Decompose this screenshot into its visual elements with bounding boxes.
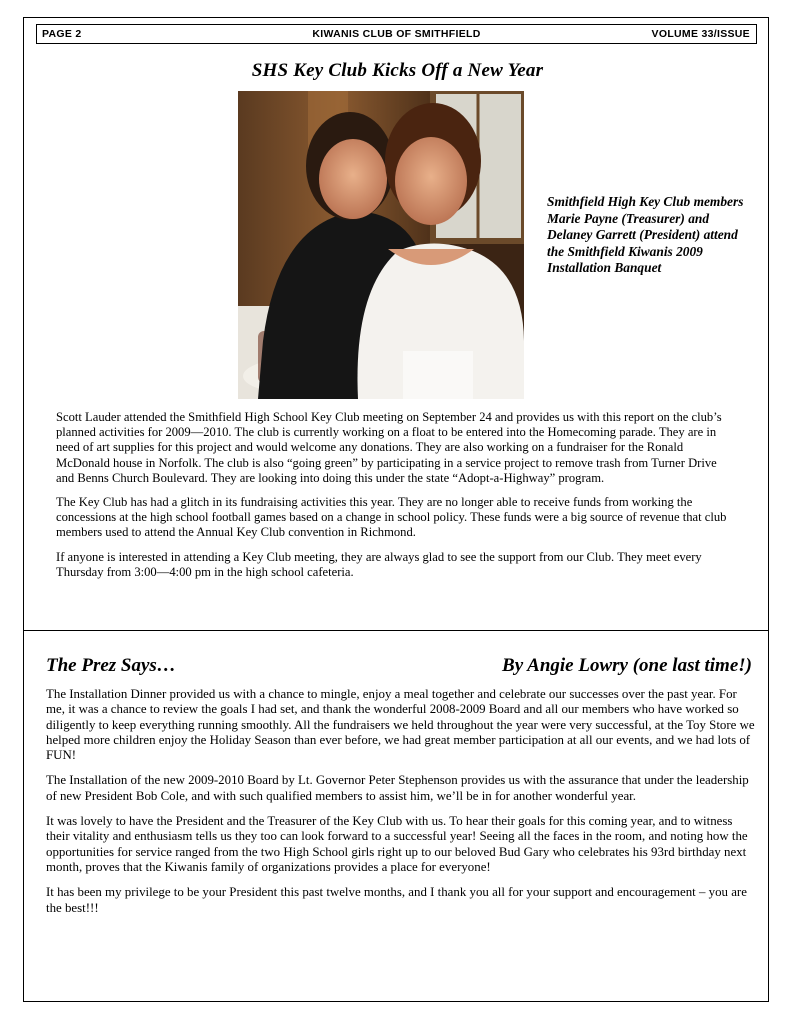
keyclub-article-body	[56, 410, 732, 589]
prez-paragraph: It has been my privilege to be your President this past twelve months, and I thank you all for your support and encouragement – you are the best!!!	[46, 885, 747, 915]
prez-paragraph: It was lovely to have the President and the Treasurer of the Key Club with us. To hear their goals for this coming year, and to witness their vitality and enthusiasm tells us they too can look forward to a successful year! Seeing all the faces in the room, and noting how the opportunities for service ranged from the two High School girls right up to our beloved Bud Gary who celebrates his 93rd birthday next month, proves that the Kiwanis family of organizations provides a place for everyone!	[46, 814, 748, 874]
prez-article-byline: By Angie Lowry (one last time!)	[502, 655, 752, 676]
key-club-members-photo	[238, 91, 524, 399]
keyclub-paragraph: The Key Club has had a glitch in its fundraising activities this year. They are no longer able to receive funds from working the concessions at the high school football games based on a change in school policy. These funds were a big source of revenue that club members used to attend the Annual Key Club convention in Richmond.	[56, 495, 727, 540]
prez-article-body	[46, 687, 756, 926]
newsletter-header	[36, 24, 757, 44]
keyclub-paragraph: If anyone is interested in attending a Key Club meeting, they are always glad to see the support from our Club. They meet every Thursday from 3:00—4:00 pm in the high school cafeteria.	[56, 549, 702, 579]
prez-article-title: The Prez Says…	[46, 655, 176, 676]
section-divider	[23, 630, 769, 631]
page-number: PAGE 2	[42, 28, 82, 40]
keyclub-article-title: SHS Key Club Kicks Off a New Year	[251, 60, 544, 81]
volume-issue: VOLUME 33/ISSUE	[651, 28, 750, 40]
publication-name: KIWANIS CLUB OF SMITHFIELD	[312, 28, 481, 40]
keyclub-paragraph: Scott Lauder attended the Smithfield High School Key Club meeting on September 24 and provides us with this report on the club’s planned activities for 2009—2010. The club is currently working on a float to be entered into the Homecoming parade. They are in need of art supplies for this project and would welcome any donations. They are also working on a fundraiser for the Ronald McDonald house in Norfolk. The club is also “going green” by participating in a service project to remove trash from Turner Drive and Benns Church Boulevard. They are looking into doing this under the state “Adopt-a-Highway” program.	[56, 410, 722, 485]
prez-paragraph: The Installation of the new 2009-2010 Board by Lt. Governor Peter Stephenson provides us with the assurance that under the leadership of new President Bob Cole, and with such qualified members to assist him, we’ll be in for another wonderful year.	[46, 773, 749, 803]
prez-paragraph: The Installation Dinner provided us with a chance to mingle, enjoy a meal together and celebrate our successes over the past year. For me, it was a chance to review the goals I had set, and thank the wonderful 2008-2009 Board and all our members who have worked so diligently to keep everything running smoothly. All the fundraisers we held throughout the year were very successful, at the Toy Store we helped more children enjoy the Holiday Season than ever before, we had great member participation at all our events, and we had lots of FUN!	[46, 687, 755, 763]
photo-caption: Smithfield High Key Club members Marie Payne (Treasurer) and Delaney Garrett (President) attend the Smithfield Kiwanis 2009 Installation Banquet	[547, 194, 744, 276]
